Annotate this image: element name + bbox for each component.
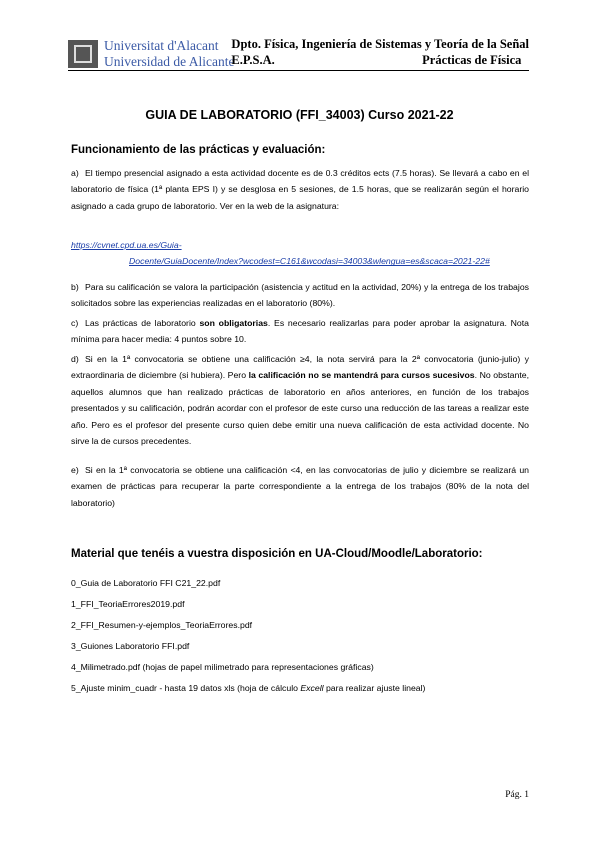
item-text: El tiempo presencial asignado a esta actividad docente es de 0.3 créditos ects (7.5 horas). Se llevará a cabo en el laboratorio de física (1ª planta EPS I) y se desglosa en 5 sesiones, de 1.5 horas, que se realizarán según el horario asignado a cada grupo de laboratorio. Ver en la web de la asignatura: [71,168,529,211]
item-text: Para su calificación se valora la participación (asistencia y actitud en la actividad, 20%) y la entrega de los trabajos solicitados sobre las experiencias realizadas en el laboratorio (80%). [71,282,529,309]
file-item-text: 5_Ajuste minim_cuadr - hasta 19 datos xls (hoja de cálculo [71,683,301,693]
item-text-bold: la calificación no se mantendrá para cursos sucesivos [248,370,475,381]
logo-line-1: Universitat d'Alacant [104,38,219,53]
item-text: Las prácticas de laboratorio [85,318,200,328]
item-label: b) [71,282,79,292]
item-text-end: . Es necesario realizarlas para poder aprobar la asignatura. Nota mínima para hacer media: 4 puntos sobre 10. [71,318,529,345]
item-label: c) [71,318,79,328]
item-text-end: . No obstante, aquellos alumnos que han realizado prácticas de laboratorio en años anteriores, en función de los trabajos presentados y su calificación, podrán acordar con el profesor de este curso una reducción de las tareas a realizar este año. Pero es el profesor del presente curso quien debe emitir una nueva calificación de esta actividad docente. No sirve la de cursos precedentes. [71,370,529,447]
item-text-bold: son obligatorias [199,318,268,328]
item-e [71,462,529,511]
section-heading-materials: Material que tenéis a vuestra disposición en UA-Cloud/Moodle/Laboratorio: [71,548,483,560]
file-item: 3_Guiones Laboratorio FFI.pdf [71,641,190,651]
department-name: Dpto. Física, Ingeniería de Sistemas y Teoría de la Señal [231,37,529,51]
page-header [231,36,529,68]
section-heading-evaluation: Funcionamiento de las prácticas y evaluación: [71,144,326,156]
course-guide-link[interactable] [71,237,529,270]
item-label: a) [71,168,79,178]
file-item: 1_FFI_TeoriaErrores2019.pdf [71,599,185,609]
item-text: Si en la 1ª convocatoria se obtiene una calificación <4, en las convocatorias de julio y diciembre se realizará un examen de prácticas para recuperar la parte correspondiente a la entrega de los trabajos (80% de la nota del laboratorio) [71,465,529,508]
link-line-1[interactable]: https://cvnet.cpd.ua.es/Guia- [71,240,182,250]
logo-line-2: Universidad de Alicante [104,54,235,69]
file-item-italic: Excell [300,683,324,693]
file-item: 4_Milimetrado.pdf (hojas de papel milimetrado para representaciones gráficas) [71,662,374,672]
item-a [71,165,529,214]
school-name: E.P.S.A. [231,53,275,67]
item-label: e) [71,465,79,475]
header-divider [68,70,529,71]
subject-name: Prácticas de Física [422,53,522,67]
item-c [71,315,529,348]
link-line-2[interactable]: Docente/GuiaDocente/Index?wcodest=C161&wcodasi=34003&wlengua=es&scaca=2021-22# [129,256,490,267]
file-item: 2_FFI_Resumen-y-ejemplos_TeoriaErrores.pdf [71,620,253,630]
university-logo [68,38,236,72]
item-b [71,279,529,312]
file-item: 0_Guia de Laboratorio FFI C21_22.pdf [71,578,221,588]
item-label: d) [71,354,79,364]
file-item-text-end: para realizar ajuste lineal) [323,683,426,693]
document-title: GUIA DE LABORATORIO (FFI_34003) Curso 2021-22 [145,108,454,122]
item-text: Si en la 1ª convocatoria se obtiene una calificación ≥4, la nota servirá para la 2ª convocatoria (junio-julio) y extraordinaria de diciembre (si hubiera). Pero [71,354,529,381]
page-number: Pág. 1 [505,790,529,800]
item-d [71,351,529,449]
file-item [71,683,425,693]
university-crest-icon [68,40,98,68]
